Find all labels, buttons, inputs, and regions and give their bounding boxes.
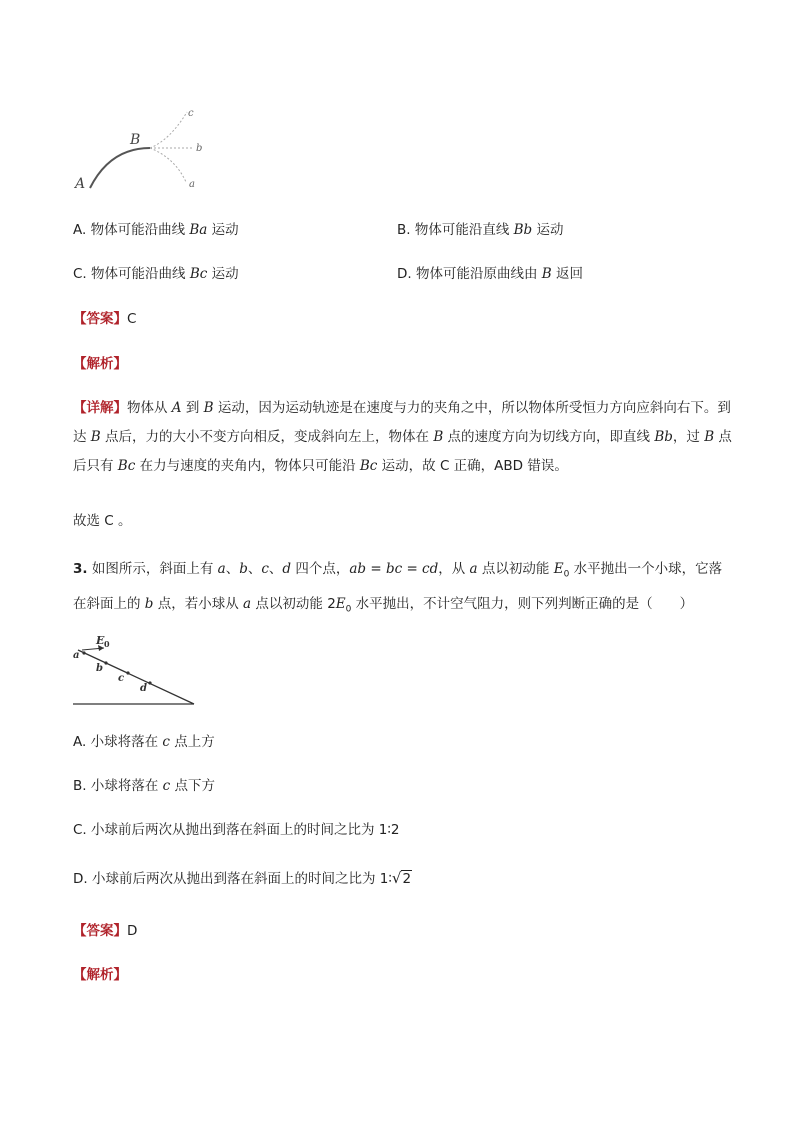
label-a: a (189, 179, 195, 190)
label-b: b (196, 143, 203, 154)
q2-conclusion: 故选 C 。 (73, 513, 132, 529)
point-c (126, 671, 129, 674)
label-point-b: b (96, 663, 103, 674)
label-c: c (188, 108, 194, 119)
point-b (104, 661, 107, 664)
q3-option-c: C. 小球前后两次从抛出到落在斜面上的时间之比为 1∶2 (73, 822, 400, 838)
point-a (82, 651, 85, 654)
q3-analysis-label: 【解析】 (73, 967, 127, 983)
label-point-c: c (118, 673, 125, 684)
q3-stem: 3. 如图所示，斜面上有 a、b、c、d 四个点，ab = bc = cd，从 a 点以初动能 $E_0$ 水平抛出一个小球，它落在斜面上的 b 点，若小球从 a 点以初动能 $2E_0$ 水平抛出，不计空气阻力，则下列判断正确的是（ ） (73, 561, 723, 615)
detail-label: 【详解】 (73, 400, 127, 416)
incline-figure (70, 630, 200, 710)
answer-label: 【答案】 (73, 923, 127, 939)
q2-analysis-label: 【解析】 (73, 356, 127, 372)
label-point-a: a (73, 650, 80, 661)
curve-ab (90, 148, 150, 188)
incline-surface (78, 650, 194, 704)
trajectory-figure (70, 100, 220, 195)
q2-detail: 【详解】物体从 A 到 B 运动，因为运动轨迹是在速度与力的夹角之中，所以物体所受恒力方向应斜向右下。到达 B 点后，力的大小不变方向相反，变成斜向左上，物体在 B 点的速度方向为切线方向，即直线 Bb，过 B 点后只有 Bc 在力与速度的夹角内，物体只可能沿 Bc 运动，故 C 正确，ABD 错误。 (73, 400, 732, 474)
q3-number: 3. (73, 561, 88, 577)
q2-option-b: B. 物体可能沿直线 Bb 运动 (397, 222, 564, 238)
q3-answer (73, 921, 137, 941)
q2-option-a: A. 物体可能沿曲线 Ba 运动 (73, 222, 239, 238)
branch-ba (150, 148, 186, 182)
sqrt-radicand: 2 (402, 871, 412, 887)
label-point-d: d (140, 683, 147, 694)
label-B: B (130, 132, 141, 148)
label-e0-sub: 0 (104, 639, 110, 649)
label-e0-main: E (96, 634, 105, 647)
answer-label: 【答案】 (73, 311, 127, 327)
branch-bc (150, 112, 187, 148)
q3-option-a: A. 小球将落在 c 点上方 (73, 734, 215, 750)
answer-value: C (127, 311, 137, 327)
label-A: A (75, 176, 86, 192)
q3-option-b: B. 小球将落在 c 点下方 (73, 778, 215, 794)
answer-value: D (127, 923, 138, 939)
q2-option-c: C. 物体可能沿曲线 Bc 运动 (73, 266, 239, 282)
q3-option-d: D. 小球前后两次从抛出到落在斜面上的时间之比为 1∶√2 (73, 869, 412, 887)
q2-option-d: D. 物体可能沿原曲线由 B 返回 (397, 266, 583, 282)
sqrt-symbol: √ (391, 869, 402, 887)
q2-answer (73, 309, 136, 329)
point-d (148, 681, 151, 684)
equation-ab-bc-cd: ab = bc = cd (349, 561, 439, 577)
